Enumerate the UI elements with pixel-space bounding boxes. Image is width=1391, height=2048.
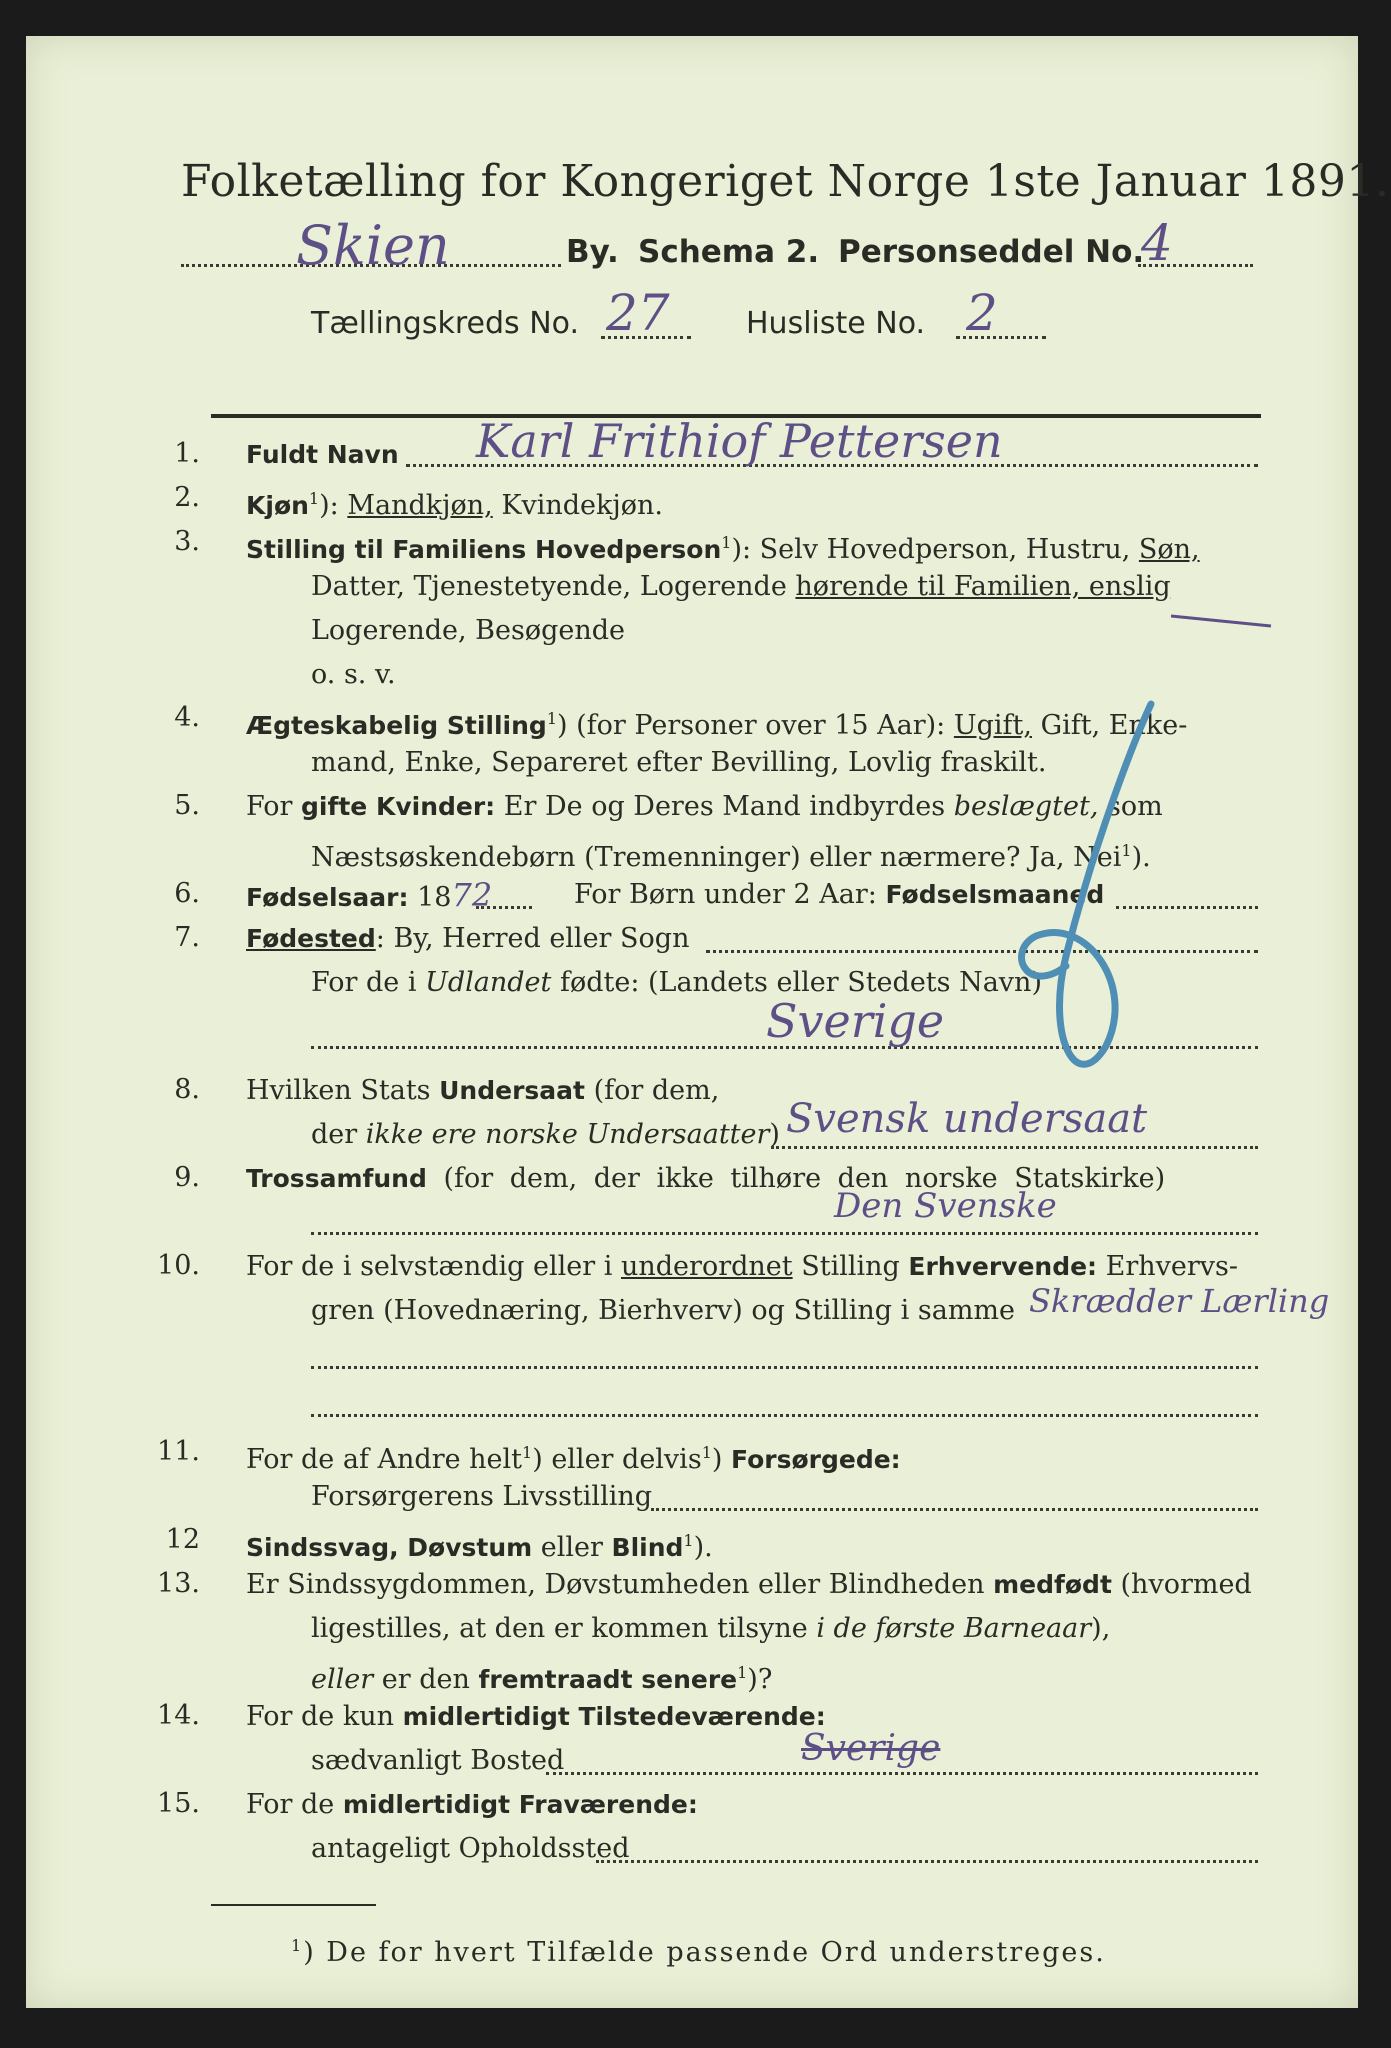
q7-answer-handwritten: Sverige bbox=[766, 994, 945, 1048]
q9-rest: (for dem, der ikke tilhøre den norske Statskirke) bbox=[443, 1163, 1166, 1194]
q2-option-kvindekjon: Kvindekjøn. bbox=[501, 490, 663, 521]
q8-line2-italic: ikke ere norske Undersaatter bbox=[365, 1119, 770, 1150]
q1-label: Fuldt Navn bbox=[246, 440, 399, 469]
q11-sup-2: 1 bbox=[701, 1443, 712, 1462]
q13-line2-italic: i de første Barneaar bbox=[816, 1613, 1092, 1644]
q5-line2-end: ). bbox=[1131, 842, 1151, 873]
q2-option-mandkjon: Mandkjøn, bbox=[347, 490, 493, 521]
husliste-number: 2 bbox=[966, 284, 998, 342]
q4-row-2: mand, Enke, Separeret efter Bevilling, Lovlig fraskilt. bbox=[311, 747, 1047, 778]
q12-number: 12 bbox=[165, 1524, 200, 1555]
q11-number: 11. bbox=[157, 1436, 200, 1467]
q13-number: 13. bbox=[157, 1568, 200, 1599]
q12-mid: eller bbox=[540, 1532, 603, 1563]
q5-line2: Næstsøskendebørn (Tremenninger) eller nærmere? Ja, Nei bbox=[311, 842, 1122, 873]
q8-number: 8. bbox=[174, 1074, 200, 1105]
city-handwritten: Skien bbox=[296, 214, 450, 277]
q12-sup: 1 bbox=[683, 1531, 694, 1550]
q15-number: 15. bbox=[157, 1788, 200, 1819]
q11-sup-1: 1 bbox=[522, 1443, 533, 1462]
q7-label: Fødested bbox=[246, 924, 376, 953]
q3-number: 3. bbox=[174, 526, 200, 557]
q11-mid: ) eller delvis bbox=[532, 1444, 702, 1475]
personseddel-label: Personseddel No. bbox=[838, 234, 1145, 270]
q5-pre: For bbox=[246, 791, 293, 822]
census-form-sheet bbox=[26, 36, 1390, 2008]
handwritten-strokes bbox=[26, 36, 1358, 2008]
q13-label2: fremtraadt senere bbox=[478, 1665, 738, 1694]
q10-mid: Stilling bbox=[801, 1251, 900, 1282]
q10-number: 10. bbox=[157, 1250, 200, 1281]
q8-answer-handwritten: Svensk undersaat bbox=[786, 1096, 1148, 1142]
q6-label: Fødselsaar: bbox=[246, 883, 409, 912]
q9-number: 9. bbox=[174, 1162, 200, 1193]
q3-row-3: Logerende, Besøgende bbox=[311, 615, 625, 646]
q3-line2-underlined: hørende til Familien, enslig bbox=[795, 571, 1171, 602]
q8-line2-end: ) bbox=[769, 1119, 780, 1150]
q10-answer-handwritten: Skrædder Lærling bbox=[1029, 1282, 1330, 1320]
q7-line2-italic: Udlandet bbox=[425, 967, 552, 998]
q13-pre: Er Sindssygdommen, Døvstumheden eller Blindheden bbox=[246, 1569, 985, 1600]
q6-label2: Fødselsmaaned bbox=[885, 880, 1105, 909]
q13-line3-end: )? bbox=[747, 1664, 773, 1695]
q8-label: Undersaat bbox=[439, 1076, 585, 1105]
q11-label: Forsørgede: bbox=[731, 1445, 901, 1474]
q13-line3-italic: eller bbox=[311, 1664, 374, 1695]
q13-line2-end: ), bbox=[1091, 1613, 1111, 1644]
personseddel-number: 4 bbox=[1141, 214, 1173, 272]
q4-number: 4. bbox=[174, 702, 200, 733]
q6-year-handwritten: 72 bbox=[451, 876, 493, 914]
q8-pre: Hvilken Stats bbox=[246, 1075, 431, 1106]
by-label: By. bbox=[566, 234, 619, 270]
q12-label: Sindssvag, Døvstum bbox=[246, 1533, 533, 1562]
q5-beslaegtet: beslægtet, bbox=[953, 791, 1099, 822]
q14-answer-handwritten: Sverige bbox=[801, 1728, 941, 1769]
q13-end: (hvormed bbox=[1120, 1569, 1252, 1600]
schema-label: Schema 2. bbox=[638, 234, 820, 270]
q7-number: 7. bbox=[174, 922, 200, 953]
q13-sup: 1 bbox=[737, 1663, 748, 1682]
q1-answer-handwritten: Karl Frithiof Pettersen bbox=[476, 414, 1003, 468]
q4-line1-end: Gift, Enke- bbox=[1040, 710, 1188, 741]
q1-number: 1. bbox=[174, 438, 200, 469]
q8-line2-pre: der bbox=[311, 1119, 358, 1150]
q5-sup: 1 bbox=[1121, 841, 1132, 860]
q5-rest: Er De og Deres Mand indbyrdes bbox=[503, 791, 946, 822]
form-title: Folketælling for Kongeriget Norge 1ste Januar 1891. bbox=[181, 156, 1390, 207]
blue-pencil-mark bbox=[1022, 704, 1151, 1064]
q15-pre: For de bbox=[246, 1789, 335, 1820]
q10-label: Erhvervende: bbox=[908, 1252, 1098, 1281]
q9-answer-handwritten: Den Svenske bbox=[834, 1186, 1057, 1226]
q3-line2: Datter, Tjenestetyende, Logerende bbox=[311, 571, 787, 602]
q4-sup: 1 bbox=[546, 709, 558, 728]
q7-rest: : By, Herred eller Sogn bbox=[375, 923, 690, 954]
q13-label: medfødt bbox=[993, 1570, 1112, 1599]
q3-tick-mark bbox=[1171, 616, 1271, 626]
kreds-number: 27 bbox=[606, 284, 670, 342]
q14-number: 14. bbox=[157, 1700, 200, 1731]
q12-end: ). bbox=[693, 1532, 713, 1563]
q5-number: 5. bbox=[174, 790, 200, 821]
q10-pre: For de i selvstændig eller i bbox=[246, 1251, 613, 1282]
husliste-label: Husliste No. bbox=[746, 306, 926, 341]
q9-label: Trossamfund bbox=[246, 1164, 427, 1193]
q4-label: Ægteskabelig Stilling bbox=[246, 711, 547, 740]
q7-line2-rest: fødte: (Landets eller Stedets Navn) bbox=[559, 967, 1042, 998]
q6-number: 6. bbox=[174, 878, 200, 909]
q5-label: gifte Kvinder: bbox=[301, 792, 496, 821]
q14-label: midlertidigt Tilstedeværende: bbox=[402, 1702, 826, 1731]
q2-number: 2. bbox=[174, 482, 200, 513]
q8-rest: (for dem, bbox=[593, 1075, 720, 1106]
q2-sup: 1 bbox=[308, 489, 320, 508]
q2-rest: ): bbox=[319, 490, 339, 521]
q2-label: Kjøn bbox=[246, 491, 309, 520]
q14-pre: For de kun bbox=[246, 1701, 394, 1732]
q4-option-ugift: Ugift, bbox=[953, 710, 1032, 741]
q5-end: som bbox=[1107, 791, 1163, 822]
q3-sup: 1 bbox=[721, 533, 732, 552]
q6-rest: For Børn under 2 Aar: bbox=[574, 879, 877, 910]
q3-option-son: Søn, bbox=[1138, 534, 1200, 565]
q11-row-2: Forsørgerens Livsstilling bbox=[311, 1481, 653, 1512]
q14-row-2: sædvanligt Bosted bbox=[311, 1745, 565, 1776]
q3-label: Stilling til Familiens Hovedperson bbox=[246, 535, 722, 564]
kreds-label: Tællingskreds No. bbox=[311, 306, 579, 341]
footnote-text: ) De for hvert Tilfælde passende Ord understreges. bbox=[303, 1937, 1106, 1968]
q10-row-2: gren (Hovednæring, Bierhverv) og Stilling i samme bbox=[311, 1295, 1016, 1326]
q10-end: Erhvervs- bbox=[1105, 1251, 1239, 1282]
q15-label: midlertidigt Fraværende: bbox=[342, 1790, 698, 1819]
q12-label2: Blind bbox=[611, 1533, 684, 1562]
q13-line2-pre: ligestilles, at den er kommen tilsyne bbox=[311, 1613, 808, 1644]
q6-year-prefix: 18 bbox=[417, 882, 452, 913]
q13-line3-pre: er den bbox=[381, 1664, 470, 1695]
q3-row-4: o. s. v. bbox=[311, 659, 396, 690]
q4-rest: ) (for Personer over 15 Aar): bbox=[557, 710, 946, 741]
footnote-sup: 1 bbox=[291, 1936, 304, 1955]
q10-underordnet: underordnet bbox=[621, 1251, 793, 1282]
q11-pre: For de af Andre helt bbox=[246, 1444, 523, 1475]
q7-line2-pre: For de i bbox=[311, 967, 417, 998]
q3-rest: ): Selv Hovedperson, Hustru, bbox=[731, 534, 1131, 565]
q15-row-2: antageligt Opholdssted bbox=[311, 1833, 630, 1864]
q11-end: ) bbox=[711, 1444, 723, 1475]
